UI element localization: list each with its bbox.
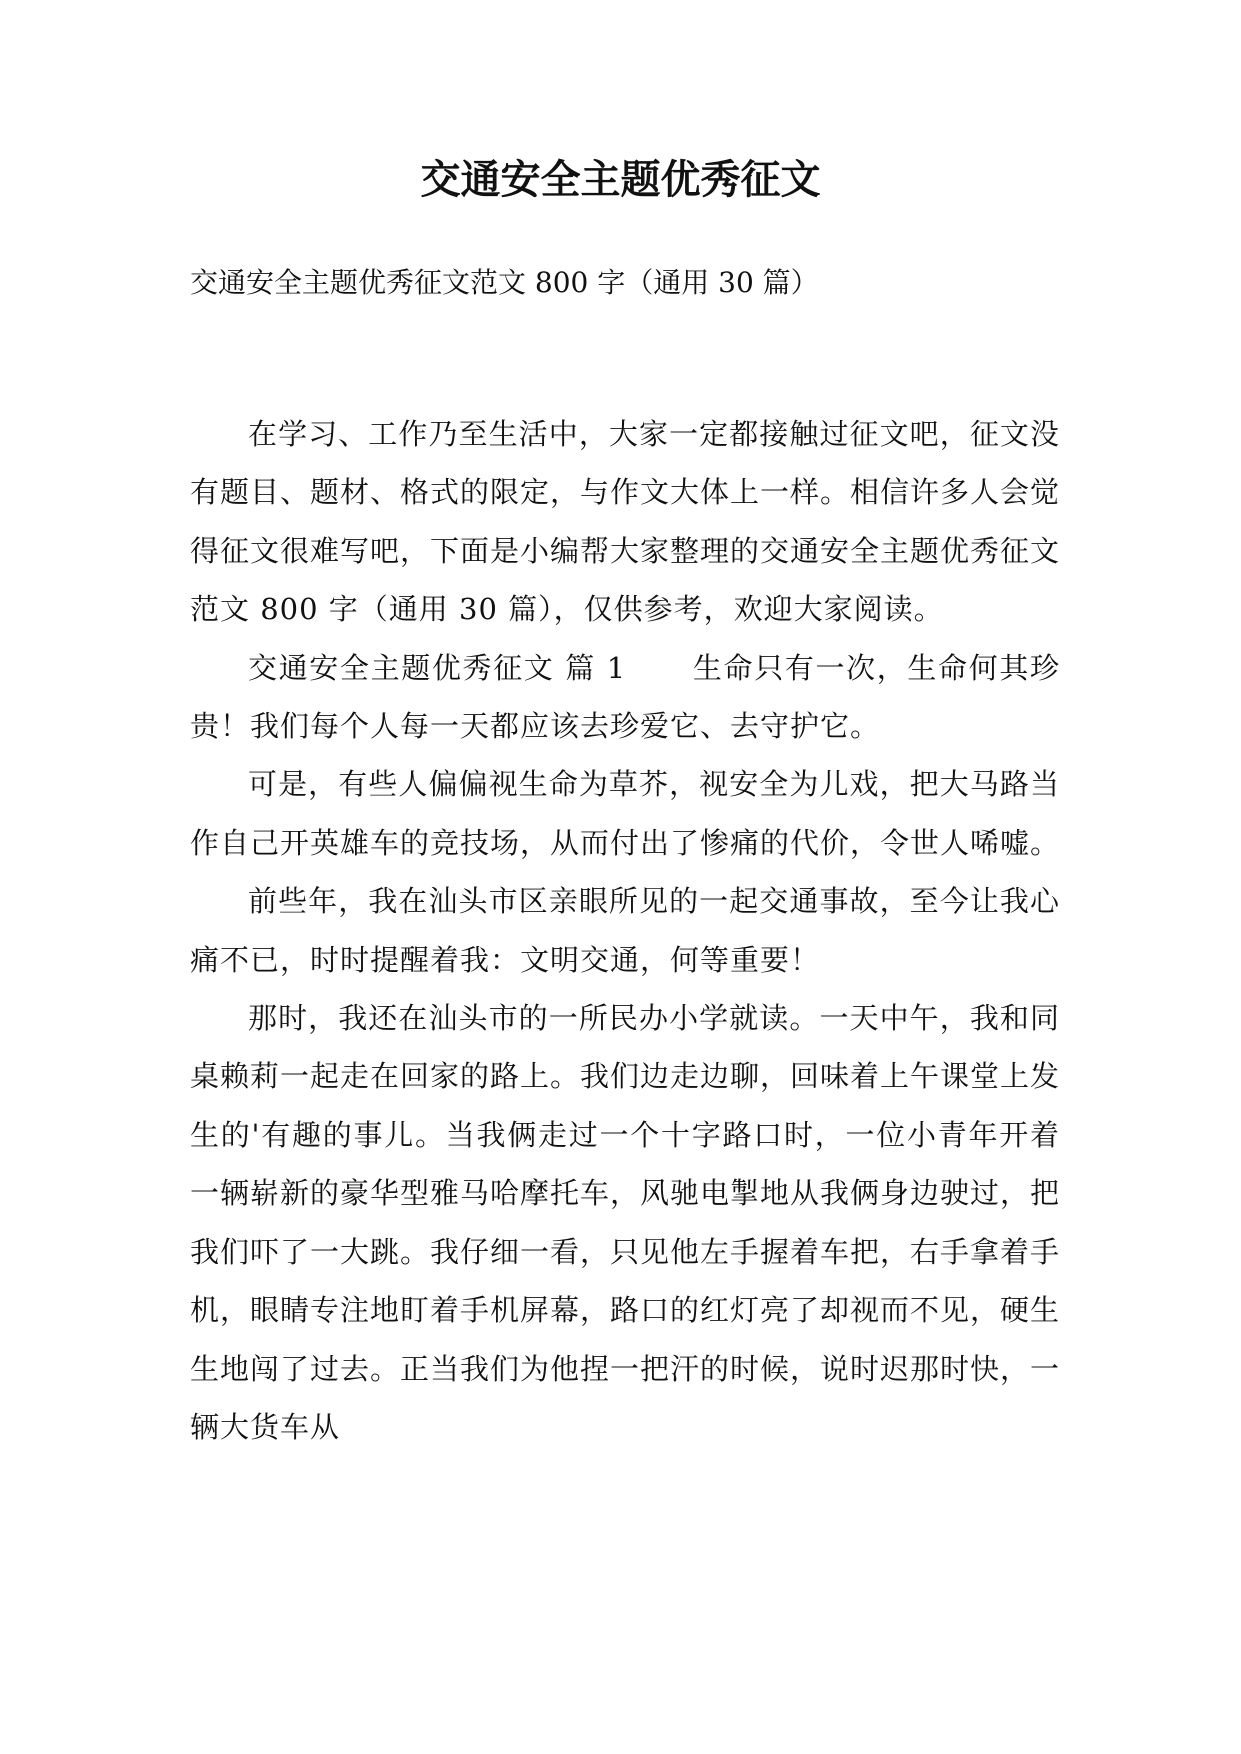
document-title: 交通安全主题优秀征文 [420,157,821,203]
body-paragraph: 那时，我还在汕头市的一所民办小学就读。一天中午，我和同桌赖莉一起走在回家的路上。我们边走边聊，回味着上午课堂上发生的'有趣的事儿。当我俩走过一个十字路口时，一位小青年开着一辆崭新的豪华型雅马哈摩托车，风驰电掣地从我俩身边驶过，把我们吓了一大跳。我仔细一看，只见他左手握着车把，右手拿着手机，眼睛专注地盯着手机屏幕，路口的红灯亮了却视而不见，硬生生地闯了过去。正当我们为他捏一把汗的时候，说时迟那时快，一辆大货车从 [190,1001,1061,1444]
document-body [190,405,1060,1456]
section-first-sentence: 生命只有一次，生命何其珍贵！我们每个人每一天都应该去珍爱它、去守护它。 [190,650,1060,744]
intro-paragraph: 在学习、工作乃至生活中，大家一定都接触过征文吧，征文没有题目、题材、格式的限定，与作文大体上一样。相信许多人会觉得征文很难写吧，下面是小编帮大家整理的交通安全主题优秀征文范文 800 字（通用 30 篇），仅供参考，欢迎大家阅读。 [190,417,1061,627]
document-subtitle: 交通安全主题优秀征文范文 800 字（通用 30 篇） [190,266,819,299]
section-1-paragraph [190,639,1060,756]
body-paragraph: 前些年，我在汕头市区亲眼所见的一起交通事故，至今让我心痛不已，时时提醒着我：文明交通，何等重要！ [190,884,1060,977]
body-paragraph: 可是，有些人偏偏视生命为草芥，视安全为儿戏，把大马路当作自己开英雄车的竞技场，从而付出了惨痛的代价，令世人唏嘘。 [190,767,1061,860]
section-heading: 交通安全主题优秀征文 篇 1 [248,650,627,685]
